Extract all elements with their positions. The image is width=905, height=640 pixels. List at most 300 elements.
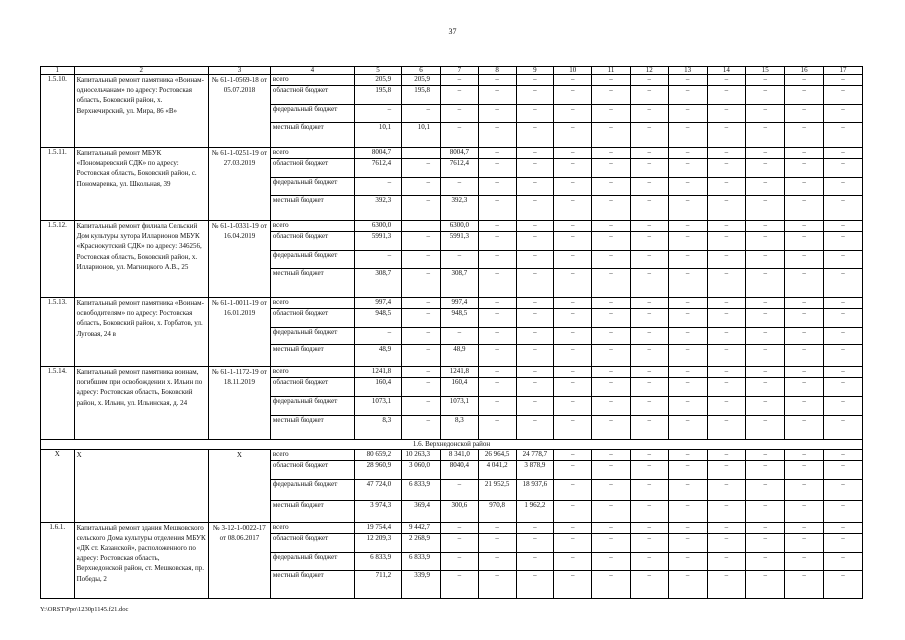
amount-cell: – (785, 148, 824, 159)
amount-cell: – (554, 159, 592, 178)
section-title: 1.6. Верхнедонской район (41, 440, 863, 450)
amount-cell: 24 778,7 (516, 449, 554, 460)
budget-type: всего (270, 221, 354, 232)
amount-cell: – (402, 251, 441, 269)
amount-cell: – (592, 367, 631, 378)
amount-cell: – (516, 397, 554, 416)
budget-type: местный бюджет (270, 269, 354, 298)
amount-cell: – (478, 251, 516, 269)
document-ref: № 61-1-0251-19 от 27.03.2019 (208, 148, 270, 221)
amount-cell: – (592, 105, 631, 123)
budget-type: областной бюджет (270, 460, 354, 479)
amount-cell: – (554, 105, 592, 123)
amount-cell: – (630, 86, 668, 105)
amount-cell: 80 659,2 (354, 449, 401, 460)
amount-cell: – (554, 328, 592, 345)
amount-cell: – (824, 570, 863, 598)
amount-cell: – (707, 159, 746, 178)
amount-cell: 195,8 (402, 86, 441, 105)
budget-type: федеральный бюджет (270, 178, 354, 196)
amount-cell: – (824, 86, 863, 105)
amount-cell: – (630, 148, 668, 159)
amount-cell: – (630, 397, 668, 416)
amount-cell: – (746, 479, 785, 500)
document-ref: № 3-12-1-0022-17 от 08.06.2017 (208, 522, 270, 598)
amount-cell: – (824, 309, 863, 328)
amount-cell: – (824, 196, 863, 221)
amount-cell: – (785, 196, 824, 221)
amount-cell: – (707, 232, 746, 251)
amount-cell: – (707, 522, 746, 533)
amount-cell: – (630, 479, 668, 500)
object-name: Капитальный ремонт памятника «Воинам-освободителям» по адресу: Ростовская область, Боковский район, х. Горбатов, ул. Луговая, 24 в (74, 298, 208, 367)
budget-type: федеральный бюджет (270, 479, 354, 500)
amount-cell: 48,9 (440, 345, 478, 367)
amount-cell: 9 442,7 (402, 522, 441, 533)
amount-cell: – (746, 75, 785, 86)
amount-cell: – (478, 269, 516, 298)
object-name: Капитальный ремонт здания Мешковского сельского Дома культуры отделения МБУК «ДК ст. Казанской», расположенного по адресу: Ростовская область, Верхнедонской район, ст. Мешковская, пр. Победы, 2 (74, 522, 208, 598)
amount-cell: 8,3 (440, 416, 478, 440)
amount-cell: – (516, 552, 554, 570)
amount-cell: – (440, 522, 478, 533)
amount-cell: – (630, 298, 668, 309)
amount-cell: – (707, 196, 746, 221)
budget-type: местный бюджет (270, 123, 354, 148)
amount-cell: – (354, 328, 401, 345)
amount-cell: 18 937,6 (516, 479, 554, 500)
amount-cell: – (707, 345, 746, 367)
amount-cell: – (554, 123, 592, 148)
document-ref: № 61-1-1172-19 от 18.11.2019 (208, 367, 270, 440)
amount-cell: – (785, 123, 824, 148)
amount-cell: – (785, 552, 824, 570)
amount-cell: – (824, 345, 863, 367)
amount-cell: – (554, 500, 592, 522)
amount-cell: – (478, 378, 516, 397)
amount-cell: – (707, 479, 746, 500)
amount-cell: – (592, 75, 631, 86)
amount-cell: 5991,3 (440, 232, 478, 251)
amount-cell: – (554, 460, 592, 479)
section-row (41, 440, 863, 450)
amount-cell: – (785, 328, 824, 345)
amount-cell: – (630, 123, 668, 148)
amount-cell: – (554, 367, 592, 378)
amount-cell: – (746, 196, 785, 221)
amount-cell: – (402, 298, 441, 309)
budget-type: всего (270, 449, 354, 460)
column-number-header: 7 (440, 67, 478, 75)
amount-cell: 1 962,2 (516, 500, 554, 522)
amount-cell: – (630, 367, 668, 378)
amount-cell: – (668, 196, 707, 221)
amount-cell: – (478, 309, 516, 328)
amount-cell: – (592, 196, 631, 221)
amount-cell: 7612,4 (440, 159, 478, 178)
amount-cell: 3 974,3 (354, 500, 401, 522)
amount-cell: – (707, 178, 746, 196)
amount-cell: – (785, 159, 824, 178)
budget-type: федеральный бюджет (270, 105, 354, 123)
amount-cell: – (630, 552, 668, 570)
amount-cell: – (668, 86, 707, 105)
amount-cell (402, 221, 441, 232)
amount-cell: – (785, 533, 824, 552)
amount-cell (402, 148, 441, 159)
amount-cell: – (668, 105, 707, 123)
amount-cell: – (592, 449, 631, 460)
amount-cell: – (668, 178, 707, 196)
amount-cell: – (592, 269, 631, 298)
amount-cell: – (592, 570, 631, 598)
amount-cell: – (516, 75, 554, 86)
amount-cell: – (478, 196, 516, 221)
amount-cell: – (516, 105, 554, 123)
amount-cell: – (785, 345, 824, 367)
amount-cell: – (785, 570, 824, 598)
amount-cell: – (630, 269, 668, 298)
amount-cell: – (824, 232, 863, 251)
budget-type: местный бюджет (270, 345, 354, 367)
amount-cell: – (824, 269, 863, 298)
amount-cell: – (440, 570, 478, 598)
amount-cell: – (824, 123, 863, 148)
amount-cell: – (707, 416, 746, 440)
amount-cell: – (746, 367, 785, 378)
amount-cell: – (785, 416, 824, 440)
amount-cell: – (592, 479, 631, 500)
page-number: 37 (448, 27, 457, 36)
amount-cell: 8 341,0 (440, 449, 478, 460)
item-number: 1.5.11. (41, 148, 75, 221)
table-row (41, 449, 863, 460)
amount-cell: – (402, 367, 441, 378)
amount-cell: – (402, 196, 441, 221)
amount-cell: 711,2 (354, 570, 401, 598)
amount-cell: 997,4 (354, 298, 401, 309)
amount-cell: – (630, 533, 668, 552)
amount-cell: – (478, 221, 516, 232)
amount-cell: 339,9 (402, 570, 441, 598)
amount-cell: – (824, 75, 863, 86)
amount-cell: – (746, 86, 785, 105)
amount-cell: – (554, 378, 592, 397)
amount-cell: 19 754,4 (354, 522, 401, 533)
amount-cell: – (554, 522, 592, 533)
amount-cell: – (707, 86, 746, 105)
amount-cell: 1073,1 (354, 397, 401, 416)
amount-cell: – (707, 367, 746, 378)
amount-cell: – (746, 416, 785, 440)
object-name: Капитальный ремонт памятника «Воинам-односельчанам» по адресу: Ростовская область, Боковский район, х. Верхнечирский, ул. Мира, 86 «В» (74, 75, 208, 148)
amount-cell: – (668, 221, 707, 232)
amount-cell: – (785, 221, 824, 232)
amount-cell: – (630, 75, 668, 86)
amount-cell: – (516, 221, 554, 232)
amount-cell: – (554, 449, 592, 460)
amount-cell: – (824, 378, 863, 397)
amount-cell: – (592, 378, 631, 397)
amount-cell: – (592, 309, 631, 328)
amount-cell: – (630, 449, 668, 460)
amount-cell: 10 263,3 (402, 449, 441, 460)
amount-cell: – (785, 367, 824, 378)
amount-cell: – (554, 269, 592, 298)
amount-cell: – (668, 552, 707, 570)
column-number-header: 1 (41, 67, 75, 75)
amount-cell: – (785, 105, 824, 123)
amount-cell: 8,3 (354, 416, 401, 440)
amount-cell: – (592, 123, 631, 148)
amount-cell: 8040,4 (440, 460, 478, 479)
amount-cell: 8004,7 (440, 148, 478, 159)
amount-cell: – (630, 251, 668, 269)
amount-cell: – (554, 309, 592, 328)
amount-cell: – (668, 378, 707, 397)
amount-cell: – (630, 309, 668, 328)
budget-type: областной бюджет (270, 309, 354, 328)
amount-cell: – (592, 416, 631, 440)
column-number-header: 3 (208, 67, 270, 75)
table-row (41, 75, 863, 86)
amount-cell: – (824, 148, 863, 159)
amount-cell: – (668, 232, 707, 251)
item-number: 1.5.10. (41, 75, 75, 148)
amount-cell: – (478, 328, 516, 345)
amount-cell: – (554, 533, 592, 552)
amount-cell: – (478, 570, 516, 598)
amount-cell: – (354, 178, 401, 196)
amount-cell: – (824, 479, 863, 500)
column-number-header: 10 (554, 67, 592, 75)
amount-cell: – (554, 178, 592, 196)
amount-cell: – (668, 570, 707, 598)
budget-type: всего (270, 148, 354, 159)
amount-cell: – (668, 416, 707, 440)
amount-cell: 5991,3 (354, 232, 401, 251)
amount-cell: – (668, 75, 707, 86)
amount-cell: 1241,8 (354, 367, 401, 378)
amount-cell: 26 964,5 (478, 449, 516, 460)
amount-cell: – (554, 86, 592, 105)
amount-cell: – (668, 500, 707, 522)
amount-cell: – (402, 397, 441, 416)
amount-cell: – (402, 416, 441, 440)
budget-type: всего (270, 75, 354, 86)
amount-cell: – (354, 251, 401, 269)
amount-cell: – (746, 269, 785, 298)
amount-cell: – (785, 378, 824, 397)
object-name: Капитальный ремонт памятника воинам, погибшим при освобождении х. Ильин по адресу: Ростовская область, Боковский район, х. Ильин, ул. Ильинская, д. 24 (74, 367, 208, 440)
amount-cell: – (746, 298, 785, 309)
amount-cell: – (707, 105, 746, 123)
budget-type: местный бюджет (270, 196, 354, 221)
amount-cell: – (516, 269, 554, 298)
file-path-footer: Y:\ORST\Ppo\1230p1145.f21.doc (40, 606, 129, 613)
amount-cell: – (402, 378, 441, 397)
amount-cell: – (554, 479, 592, 500)
item-number: X (41, 449, 75, 522)
amount-cell: 6 833,9 (402, 479, 441, 500)
amount-cell: – (554, 232, 592, 251)
amount-cell: 6 833,9 (402, 552, 441, 570)
column-number-header: 15 (746, 67, 785, 75)
amount-cell: – (824, 533, 863, 552)
amount-cell: 10,1 (402, 123, 441, 148)
amount-cell: 195,8 (354, 86, 401, 105)
amount-cell: 21 952,5 (478, 479, 516, 500)
table-row (41, 221, 863, 232)
amount-cell: – (707, 449, 746, 460)
amount-cell: – (630, 500, 668, 522)
amount-cell: – (516, 533, 554, 552)
amount-cell: – (516, 159, 554, 178)
amount-cell: – (478, 367, 516, 378)
amount-cell: – (668, 367, 707, 378)
amount-cell: – (630, 159, 668, 178)
amount-cell: – (516, 570, 554, 598)
amount-cell: – (630, 232, 668, 251)
amount-cell: – (824, 416, 863, 440)
amount-cell: – (707, 328, 746, 345)
amount-cell: – (668, 309, 707, 328)
amount-cell: – (592, 86, 631, 105)
column-number-header: 16 (785, 67, 824, 75)
amount-cell: – (402, 232, 441, 251)
amount-cell: – (630, 345, 668, 367)
budget-type: областной бюджет (270, 159, 354, 178)
amount-cell: – (668, 269, 707, 298)
amount-cell: – (554, 552, 592, 570)
amount-cell: – (668, 328, 707, 345)
amount-cell: – (554, 75, 592, 86)
amount-cell: – (785, 397, 824, 416)
amount-cell: 6 833,9 (354, 552, 401, 570)
amount-cell: – (440, 251, 478, 269)
column-number-header: 14 (707, 67, 746, 75)
amount-cell: – (668, 449, 707, 460)
amount-cell: – (554, 298, 592, 309)
column-number-header: 13 (668, 67, 707, 75)
amount-cell: – (824, 397, 863, 416)
item-number: 1.5.14. (41, 367, 75, 440)
item-number: 1.5.12. (41, 221, 75, 298)
amount-cell: 6300,0 (440, 221, 478, 232)
amount-cell: – (402, 345, 441, 367)
amount-cell: – (824, 251, 863, 269)
amount-cell: – (516, 367, 554, 378)
amount-cell: – (824, 298, 863, 309)
amount-cell: – (402, 269, 441, 298)
table-row (41, 298, 863, 309)
amount-cell: – (668, 345, 707, 367)
amount-cell: – (630, 460, 668, 479)
amount-cell: – (592, 232, 631, 251)
amount-cell: – (478, 232, 516, 251)
amount-cell: – (668, 522, 707, 533)
amount-cell: 205,9 (354, 75, 401, 86)
budget-type: местный бюджет (270, 500, 354, 522)
amount-cell: 7612,4 (354, 159, 401, 178)
column-number-header: 2 (74, 67, 208, 75)
amount-cell: – (402, 159, 441, 178)
amount-cell: – (478, 86, 516, 105)
amount-cell: 300,6 (440, 500, 478, 522)
amount-cell: – (516, 416, 554, 440)
amount-cell: – (785, 449, 824, 460)
amount-cell: – (516, 309, 554, 328)
budget-type: всего (270, 522, 354, 533)
item-number: 1.6.1. (41, 522, 75, 598)
amount-cell: – (746, 533, 785, 552)
amount-cell: – (516, 378, 554, 397)
amount-cell: – (554, 570, 592, 598)
object-name: X (74, 449, 208, 522)
budget-type: федеральный бюджет (270, 397, 354, 416)
amount-cell: – (707, 123, 746, 148)
budget-type: местный бюджет (270, 416, 354, 440)
budget-type: федеральный бюджет (270, 251, 354, 269)
amount-cell: – (440, 552, 478, 570)
amount-cell: 308,7 (440, 269, 478, 298)
amount-cell: – (630, 522, 668, 533)
amount-cell: – (440, 75, 478, 86)
amount-cell: – (478, 298, 516, 309)
amount-cell: 2 268,9 (402, 533, 441, 552)
amount-cell: – (746, 159, 785, 178)
amount-cell: 28 960,9 (354, 460, 401, 479)
document-ref: № 61-1-0011-19 от 16.01.2019 (208, 298, 270, 367)
amount-cell: 948,5 (440, 309, 478, 328)
amount-cell: – (746, 123, 785, 148)
amount-cell: – (478, 552, 516, 570)
amount-cell: – (785, 178, 824, 196)
amount-cell: – (592, 298, 631, 309)
amount-cell: – (746, 449, 785, 460)
amount-cell: – (554, 251, 592, 269)
amount-cell: – (824, 460, 863, 479)
amount-cell: 1073,1 (440, 397, 478, 416)
amount-cell: – (785, 479, 824, 500)
amount-cell: – (516, 251, 554, 269)
amount-cell: 205,9 (402, 75, 441, 86)
column-numbers-row (41, 67, 863, 75)
amount-cell: – (554, 416, 592, 440)
budget-type: федеральный бюджет (270, 552, 354, 570)
amount-cell: – (707, 460, 746, 479)
amount-cell: – (746, 232, 785, 251)
amount-cell: – (785, 232, 824, 251)
amount-cell: – (824, 552, 863, 570)
amount-cell: – (746, 570, 785, 598)
amount-cell: – (516, 345, 554, 367)
amount-cell: – (707, 552, 746, 570)
amount-cell: – (478, 148, 516, 159)
amount-cell: – (668, 123, 707, 148)
column-number-header: 9 (516, 67, 554, 75)
amount-cell: – (592, 552, 631, 570)
table-row (41, 148, 863, 159)
amount-cell: – (707, 298, 746, 309)
amount-cell: – (668, 533, 707, 552)
column-number-header: 8 (478, 67, 516, 75)
amount-cell: – (668, 148, 707, 159)
amount-cell: – (707, 251, 746, 269)
amount-cell: 48,9 (354, 345, 401, 367)
table-row (41, 367, 863, 378)
amount-cell: – (478, 178, 516, 196)
